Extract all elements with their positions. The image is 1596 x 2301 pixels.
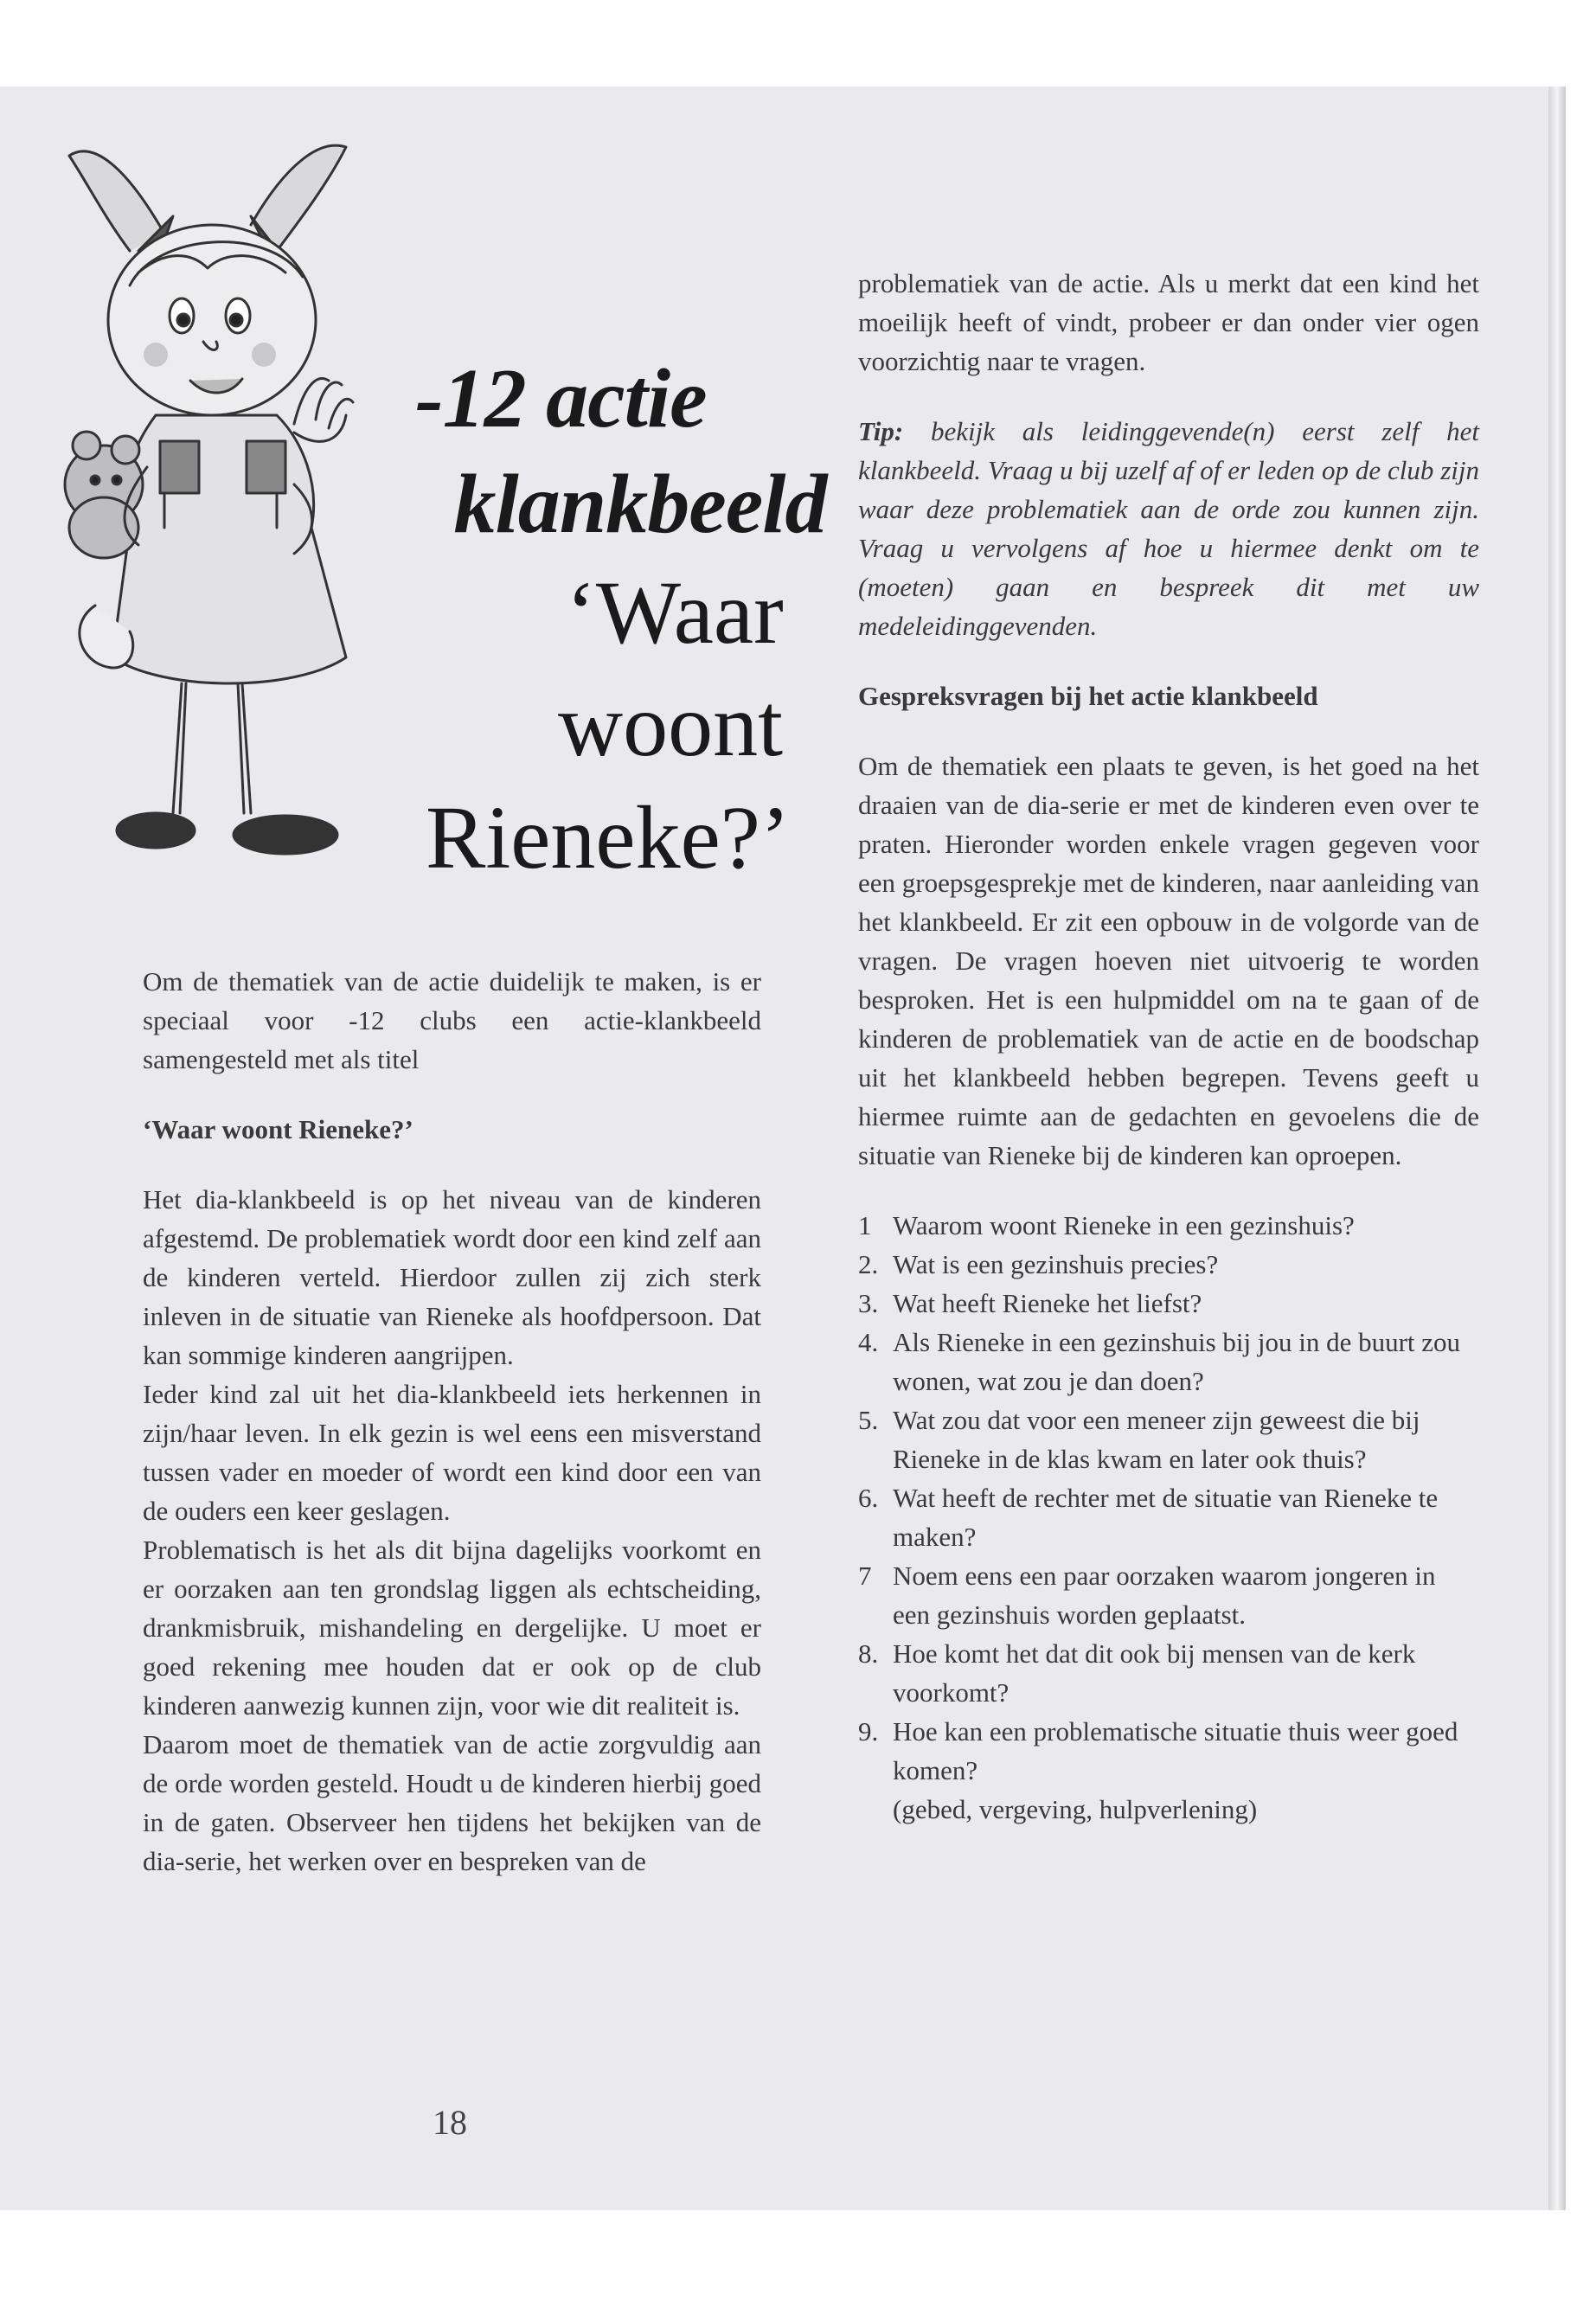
question-text: Waarom woont Rieneke in een gezinshuis?: [893, 1210, 1355, 1240]
tip-label: Tip:: [858, 416, 904, 446]
paragraph-4: Daarom moet de thematiek van de actie zorgvuldig aan de orde worden gesteld. Houdt u de kinderen hierbij goed in de gaten. Observeer hen tijdens het bekijken van de dia-serie, het werken over en bespreken van de: [143, 1729, 761, 1876]
intro-paragraph: Om de thematiek van de actie duidelijk te maken, is er speciaal voor -12 clubs een actie-klankbeeld samengesteld met als titel: [143, 966, 761, 1074]
question-text: Hoe kan een problematische situatie thuis weer goed komen?: [893, 1716, 1458, 1785]
subtitle-waar-woont-rieneke: ‘Waar woont Rieneke?’: [143, 1114, 413, 1144]
question-number: 8.: [858, 1638, 879, 1669]
section-body: Om de thematiek een plaats te geven, is het goed na het draaien van de dia-serie er met de kinderen even over te praten. Hieronder worden enkele vragen gegeven voor een groepsgesprekje met de kinderen, naar aanleiding van het klankbeeld. Er zit een opbouw in de volgorde van de vragen. De vragen hoeven niet uitvoerig te worden besproken. Het is een hulpmiddel om na te gaan of de kinderen de problematiek van de actie en de boodschap uit het klankbeeld hebben begrepen. Tevens geeft u hiermee ruimte aan de gedachten en gevoelens die de situatie van Rieneke bij de kinderen kan oproepen.: [858, 751, 1479, 1170]
continued-paragraph: problematiek van de actie. Als u merkt dat een kind het moeilijk heeft of vindt, probeer er dan onder vier ogen voorzichtig naar te vragen.: [858, 268, 1479, 376]
tip-paragraph: [858, 412, 1479, 645]
page-title: [407, 346, 874, 894]
question-number: 4.: [858, 1327, 879, 1357]
paragraph-1: Het dia-klankbeeld is op het niveau van de kinderen afgestemd. De problematiek wordt door een kind zelf aan de kinderen verteld. Hierdoor zullen zij zich sterk inleven in de situatie van Rieneke als hoofdpersoon. Dat kan sommige kinderen aangrijpen.: [143, 1184, 761, 1370]
girl-illustration: [35, 121, 415, 882]
title-line-3: ‘Waar: [566, 563, 784, 663]
question-number: 2.: [858, 1249, 879, 1279]
question-text: Wat heeft de rechter met de situatie van Rieneke te maken?: [893, 1483, 1439, 1552]
page-number: 18: [433, 2103, 467, 2142]
question-text: Als Rieneke in een gezinshuis bij jou in de buurt zou wonen, wat zou je dan doen?: [893, 1327, 1461, 1396]
tip-text: bekijk als leidinggevende(n) eerst zelf het klankbeeld. Vraag u bij uzelf af of er leden op de club zijn waar deze problematiek aan de orde zou kunnen zijn. Vraag u vervolgens af hoe u hiermee denkt om te (moeten) gaan en bespreek dit met uw medeleidinggevenden.: [858, 416, 1479, 641]
question-item: [858, 1634, 1479, 1712]
title-line-4: woont: [558, 676, 783, 775]
question-text: Wat heeft Rieneke het liefst?: [893, 1288, 1202, 1318]
question-number: 3.: [858, 1288, 879, 1318]
question-number: 9.: [858, 1716, 879, 1747]
question-item: [858, 1712, 1479, 1790]
question-number: 7: [858, 1561, 872, 1591]
section-heading: Gespreksvragen bij het actie klankbeeld: [858, 681, 1318, 711]
question-text: Noem eens een paar oorzaken waarom jongeren in een gezinshuis worden geplaatst.: [893, 1561, 1436, 1630]
question-number: 6.: [858, 1483, 879, 1513]
question-answer-hint: [858, 1790, 1479, 1829]
title-line-1: -12 actie: [415, 352, 707, 445]
question-list: [858, 1206, 1479, 1829]
answer-hint-text: (gebed, vergeving, hulpverlening): [893, 1794, 1258, 1824]
question-item: [858, 1206, 1479, 1245]
question-item: [858, 1284, 1479, 1323]
question-item: [858, 1323, 1479, 1400]
paragraph-2: Ieder kind zal uit het dia-klankbeeld iets herkennen in zijn/haar leven. In elk gezin is wel eens een misverstand tussen vader en moeder of wordt een kind door een van de ouders een keer geslagen.: [143, 1379, 761, 1526]
left-column: [143, 962, 761, 1881]
right-column: [858, 264, 1479, 1829]
question-text: Hoe komt het dat dit ook bij mensen van de kerk voorkomt?: [893, 1638, 1416, 1708]
page-edge: [1548, 87, 1566, 2210]
question-number: 1: [858, 1210, 872, 1240]
title-line-5: Rieneke?’: [426, 788, 791, 888]
question-item: [858, 1400, 1479, 1478]
question-item: [858, 1556, 1479, 1634]
question-item: [858, 1478, 1479, 1556]
title-line-2: klankbeeld: [453, 458, 827, 551]
question-item: [858, 1245, 1479, 1284]
question-text: Wat zou dat voor een meneer zijn geweest die bij Rieneke in de klas kwam en later ook thuis?: [893, 1405, 1420, 1474]
question-text: Wat is een gezinshuis precies?: [893, 1249, 1219, 1279]
paragraph-3: Problematisch is het als dit bijna dagelijks voorkomt en er oorzaken aan ten grondslag liggen als echtscheiding, drankmisbruik, mishandeling en dergelijke. U moet er goed rekening mee houden dat er ook op de club kinderen aanwezig kunnen zijn, voor wie dit realiteit is.: [143, 1535, 761, 1721]
question-number: 5.: [858, 1405, 879, 1435]
